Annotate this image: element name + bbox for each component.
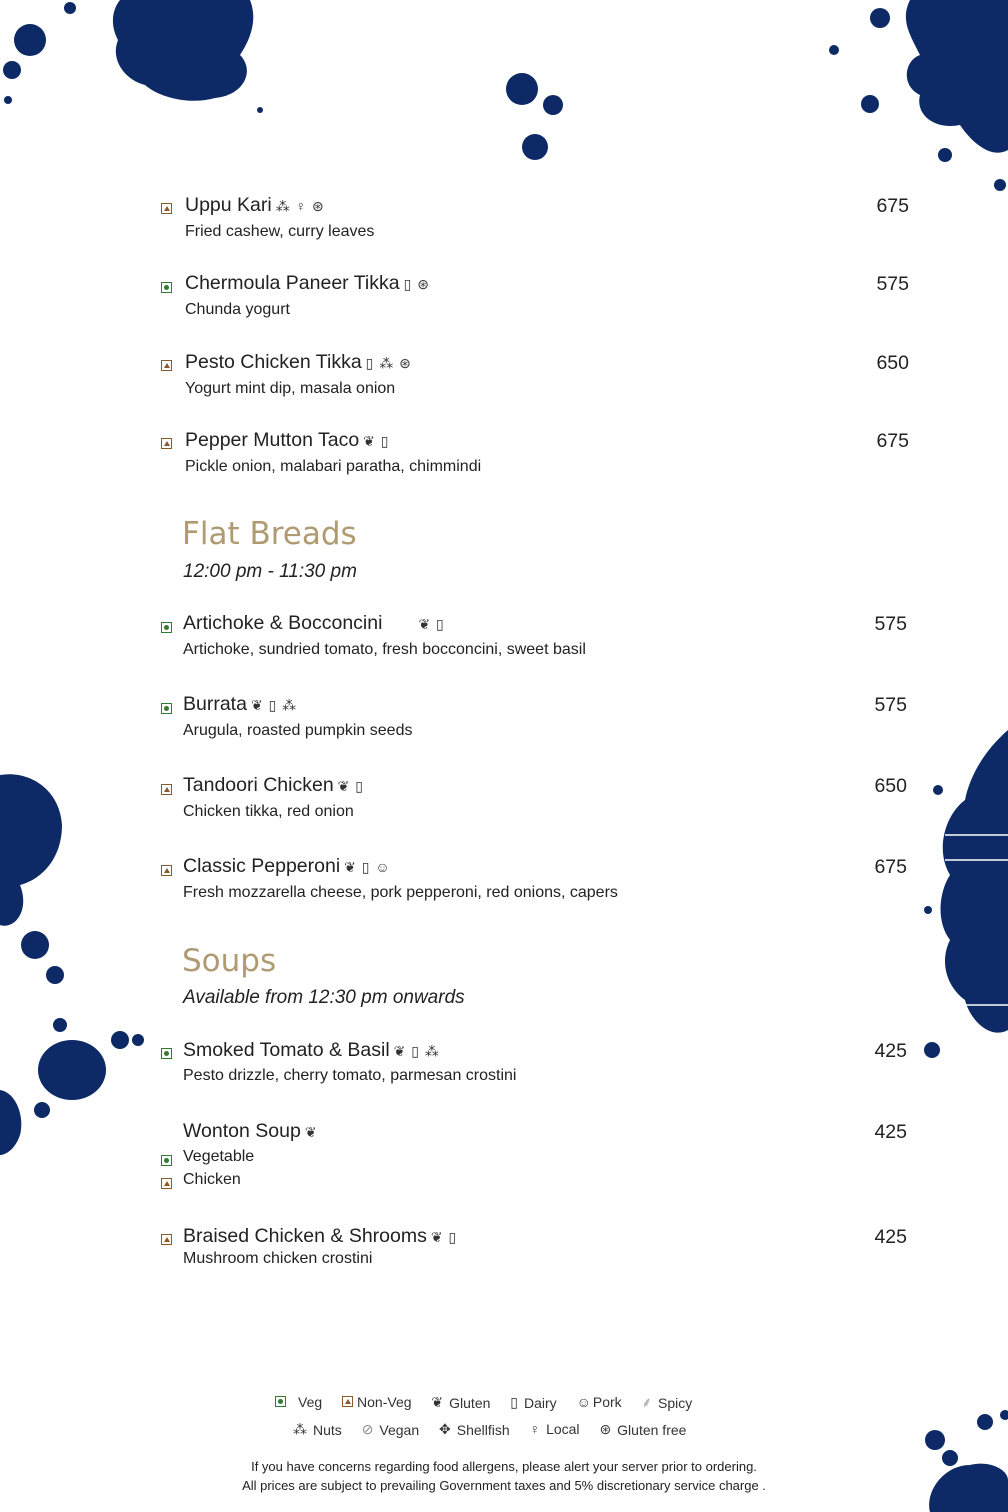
pork-icon: ☺ bbox=[576, 1394, 591, 1410]
item-price: 675 bbox=[876, 195, 909, 217]
nuts-icon: ⁂ bbox=[293, 1421, 307, 1437]
item-name: Pepper Mutton Taco ❦ ▯ bbox=[185, 429, 390, 451]
allergen-notice: If you have concerns regarding food allergens, please alert your server prior to ordering. bbox=[251, 1459, 757, 1474]
allergen-icons: ▯ ⊛ bbox=[403, 276, 430, 292]
veg-icon bbox=[275, 1396, 286, 1407]
section-hours: Available from 12:30 pm onwards bbox=[183, 987, 465, 1008]
item-description: Fried cashew, curry leaves bbox=[185, 223, 375, 240]
dairy-icon: ▯ bbox=[510, 1394, 518, 1410]
item-description: Chunda yogurt bbox=[185, 301, 290, 318]
legend-non-veg: Non-Veg bbox=[342, 1394, 411, 1410]
item-name: Braised Chicken & Shrooms ❦ ▯ bbox=[183, 1225, 458, 1247]
item-price: 575 bbox=[874, 613, 907, 635]
allergen-icons: ❦ ▯ bbox=[337, 778, 364, 794]
item-price: 425 bbox=[874, 1226, 907, 1248]
allergen-icons: ▯ ⁂ ⊛ bbox=[365, 355, 412, 371]
legend-spicy: ⸙ Spicy bbox=[641, 1394, 693, 1411]
section-title-soups: Soups bbox=[182, 943, 277, 979]
spicy-icon: ⸙ bbox=[641, 1394, 653, 1410]
tax-notice: All prices are subject to prevailing Government taxes and 5% discretionary service charge . bbox=[242, 1478, 766, 1493]
veg-icon bbox=[161, 1155, 172, 1166]
legend-nuts: ⁂ Nuts bbox=[293, 1421, 342, 1438]
ink-splash-top-left bbox=[0, 0, 280, 120]
footer-notes bbox=[0, 1457, 1008, 1495]
shellfish-icon: ✥ bbox=[439, 1421, 451, 1437]
item-option-chicken: Chicken bbox=[183, 1171, 241, 1188]
veg-icon bbox=[161, 622, 172, 633]
item-name: Pesto Chicken Tikka ▯ ⁂ ⊛ bbox=[185, 351, 412, 373]
item-description: Mushroom chicken crostini bbox=[183, 1250, 373, 1267]
item-price: 575 bbox=[876, 273, 909, 295]
item-price: 425 bbox=[874, 1040, 907, 1062]
section-hours: 12:00 pm - 11:30 pm bbox=[183, 561, 357, 582]
allergen-icons: ❦ ▯ bbox=[430, 1229, 458, 1245]
ink-splash-top-right bbox=[820, 0, 1008, 200]
non-veg-icon bbox=[161, 203, 172, 214]
vegan-icon: ⊘ bbox=[361, 1421, 374, 1437]
item-name: Classic Pepperoni ❦ ▯ ☺ bbox=[183, 855, 391, 877]
allergen-icons: ❦ ▯ ⁂ bbox=[250, 697, 298, 713]
item-description: Chicken tikka, red onion bbox=[183, 803, 354, 820]
non-veg-icon bbox=[342, 1396, 353, 1407]
allergen-icons: ❦ ▯ bbox=[418, 616, 445, 632]
legend-row-2 bbox=[293, 1421, 702, 1438]
item-description: Artichoke, sundried tomato, fresh bocconcini, sweet basil bbox=[183, 641, 586, 658]
item-name: Chermoula Paneer Tikka ▯ ⊛ bbox=[185, 272, 430, 294]
item-option-vegetable: Vegetable bbox=[183, 1148, 255, 1165]
non-veg-icon bbox=[161, 784, 172, 795]
item-name: Burrata ❦ ▯ ⁂ bbox=[183, 693, 298, 715]
non-veg-icon bbox=[161, 1178, 172, 1189]
legend-shellfish: ✥ Shellfish bbox=[439, 1421, 510, 1438]
gluten-icon: ❦ bbox=[431, 1394, 444, 1410]
item-description: Fresh mozzarella cheese, pork pepperoni, red onions, capers bbox=[183, 884, 618, 901]
veg-icon bbox=[161, 282, 172, 293]
item-description: Pickle onion, malabari paratha, chimmindi bbox=[185, 458, 482, 475]
item-name: Uppu Kari ⁂ ♀ ⊛ bbox=[185, 194, 325, 216]
item-price: 650 bbox=[874, 775, 907, 797]
item-description: Arugula, roasted pumpkin seeds bbox=[183, 722, 413, 739]
non-veg-icon bbox=[161, 865, 172, 876]
item-price: 675 bbox=[876, 430, 909, 452]
legend-pork: ☺ Pork bbox=[576, 1394, 622, 1410]
legend-gluten-free: ⊛ Gluten free bbox=[599, 1421, 687, 1438]
legend-row-1 bbox=[275, 1393, 708, 1412]
item-price: 575 bbox=[874, 694, 907, 716]
legend-dairy: ▯ Dairy bbox=[510, 1394, 557, 1411]
allergen-icons: ⁂ ♀ ⊛ bbox=[275, 198, 325, 214]
item-name: Wonton Soup ❦ bbox=[183, 1120, 318, 1142]
ink-splash-left bbox=[0, 770, 150, 1160]
allergen-icons: ❦ ▯ bbox=[363, 433, 390, 449]
allergen-icons: ❦ ▯ ⁂ bbox=[393, 1043, 440, 1059]
item-description: Yogurt mint dip, masala onion bbox=[185, 380, 396, 397]
non-veg-icon bbox=[161, 1234, 172, 1245]
item-price: 675 bbox=[874, 856, 907, 878]
item-name: Tandoori Chicken ❦ ▯ bbox=[183, 774, 364, 796]
item-name: Smoked Tomato & Basil ❦ ▯ ⁂ bbox=[183, 1039, 440, 1061]
local-icon: ♀ bbox=[529, 1421, 541, 1437]
item-price: 425 bbox=[874, 1121, 907, 1143]
veg-icon bbox=[161, 703, 172, 714]
gluten-free-icon: ⊛ bbox=[599, 1421, 612, 1437]
item-name: Artichoke & Bocconcini ❦ ▯ bbox=[183, 612, 445, 634]
legend-vegan: ⊘ Vegan bbox=[361, 1421, 420, 1438]
section-title-flat-breads: Flat Breads bbox=[182, 516, 357, 552]
allergen-icons: ❦ ▯ ☺ bbox=[344, 859, 391, 875]
veg-icon bbox=[161, 1048, 172, 1059]
non-veg-icon bbox=[161, 360, 172, 371]
legend-gluten: ❦ Gluten bbox=[431, 1394, 491, 1411]
item-price: 650 bbox=[876, 352, 909, 374]
ink-dots-top bbox=[500, 65, 570, 165]
legend-veg: Veg bbox=[275, 1394, 322, 1410]
ink-splash-right bbox=[920, 730, 1008, 1070]
non-veg-icon bbox=[161, 438, 172, 449]
allergen-icons: ❦ bbox=[304, 1124, 318, 1140]
item-description: Pesto drizzle, cherry tomato, parmesan crostini bbox=[183, 1067, 517, 1084]
legend-local: ♀ Local bbox=[529, 1421, 580, 1437]
